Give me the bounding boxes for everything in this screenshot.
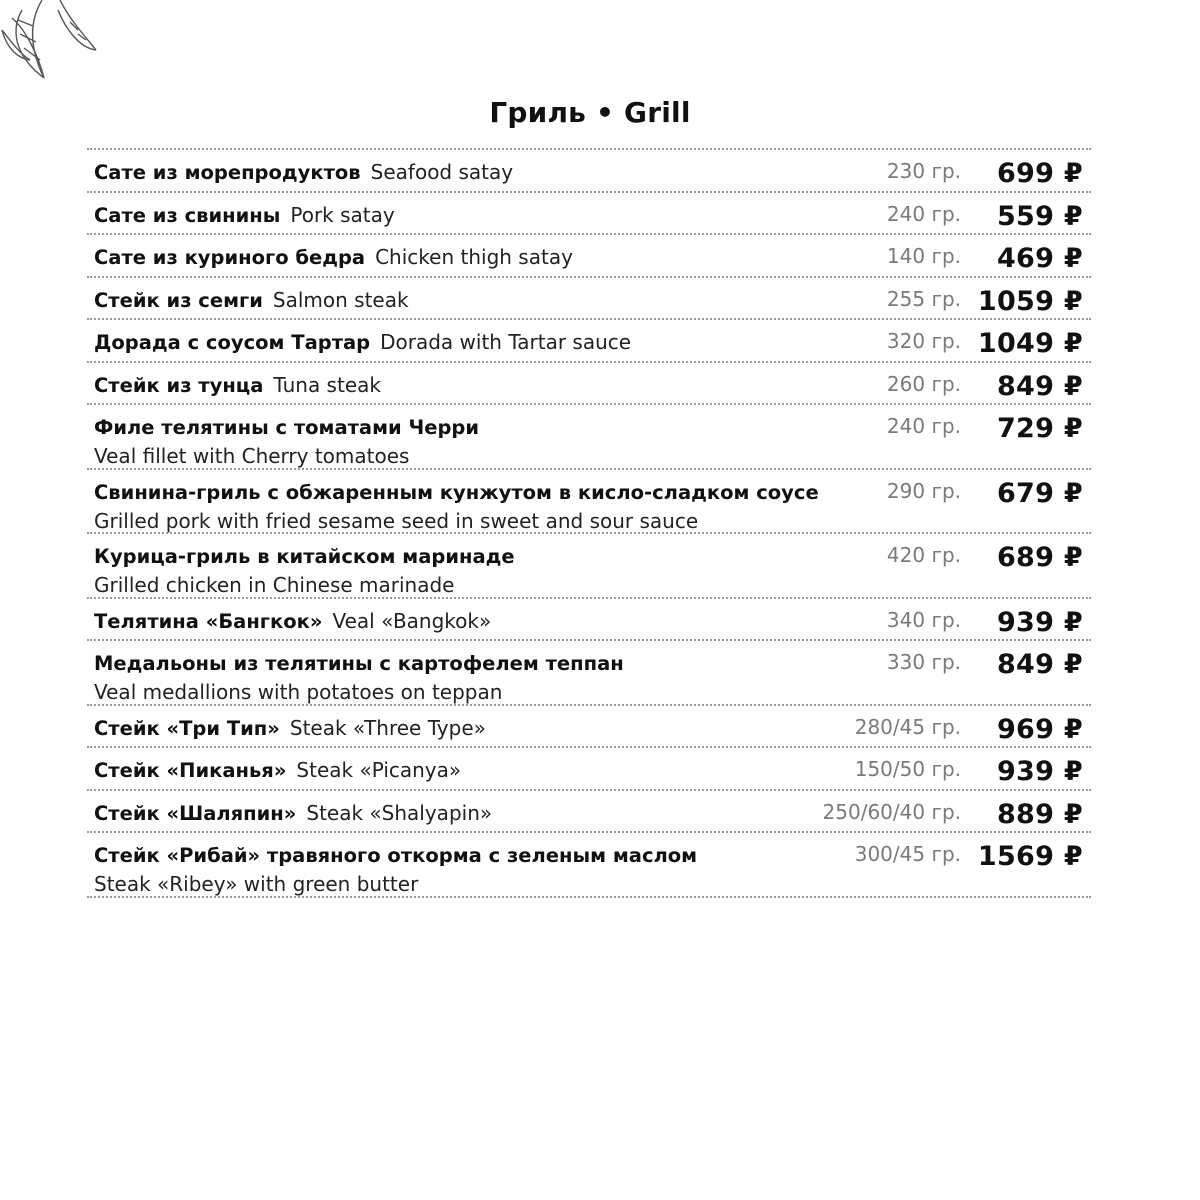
leaf-decoration-icon [0, 0, 110, 90]
dish-name [94, 413, 489, 471]
dish-name-en: Veal «Bangkok» [332, 608, 492, 633]
dish-price: 939 ₽ [996, 756, 1083, 787]
dish-name [94, 607, 491, 636]
dish-name-ru: Филе телятины с томатами Черри [94, 416, 480, 439]
dish-price: 969 ₽ [996, 713, 1083, 745]
dish-weight: 280/45 гр. [854, 714, 961, 739]
dish-name [94, 756, 461, 785]
dish-name-en: Steak «Picanya» [296, 758, 462, 782]
dish-price: 849 ₽ [996, 370, 1083, 402]
dish-name [94, 841, 707, 899]
dish-price: 679 ₽ [996, 477, 1083, 509]
dish-name [94, 714, 486, 743]
dish-weight: 255 гр. [886, 286, 961, 311]
dish-name-ru: Стейк из тунца [94, 373, 264, 397]
dish-name-ru: Курица-гриль в китайском маринаде [94, 545, 515, 568]
dish-price: 699 ₽ [996, 158, 1083, 189]
dish-price: 1049 ₽ [977, 328, 1083, 359]
dish-weight: 250/60/40 гр. [822, 799, 961, 824]
dish-name-en: Steak «Three Type» [289, 715, 486, 740]
dish-name-en: Grilled pork with fried sesame seed in sweet and sour sauce [94, 508, 699, 533]
menu-item [87, 748, 1091, 791]
dish-name [94, 371, 381, 400]
menu-item [87, 641, 1091, 706]
dish-name [94, 328, 631, 357]
dish-name-ru: Стейк «Рибай» травяного откорма с зеленым маслом [94, 844, 698, 867]
dish-name-en: Steak «Ribey» with green butter [94, 872, 419, 896]
dish-name [94, 286, 409, 315]
dish-name-ru: Сате из морепродуктов [94, 161, 361, 184]
dish-name-ru: Стейк «Три Тип» [94, 716, 280, 740]
dish-weight: 230 гр. [886, 159, 961, 183]
dish-name-en: Veal medallions with potatoes on teppan [94, 680, 503, 704]
dish-name [94, 649, 634, 707]
dish-weight: 340 гр. [886, 607, 961, 632]
menu-item [87, 791, 1091, 834]
menu-item [87, 405, 1091, 470]
dish-weight: 330 гр. [886, 650, 961, 674]
dish-name [94, 243, 573, 272]
dish-name-ru: Стейк «Пиканья» [94, 759, 287, 782]
dish-weight: 320 гр. [886, 329, 961, 353]
menu-item [87, 534, 1091, 599]
section-title: Гриль • Grill [489, 96, 691, 129]
menu-item [87, 833, 1091, 898]
dish-name-ru: Сате из свинины [94, 203, 281, 227]
menu-item [87, 320, 1091, 363]
dish-price: 559 ₽ [996, 200, 1083, 232]
dish-name-en: Steak «Shalyapin» [306, 800, 493, 825]
menu-list [87, 148, 1091, 898]
dish-price: 1569 ₽ [977, 841, 1083, 872]
dish-price: 1059 ₽ [977, 285, 1083, 317]
dish-name-ru: Стейк «Шаляпин» [94, 801, 297, 825]
menu-item [87, 235, 1091, 278]
dish-name [94, 158, 513, 187]
dish-weight: 260 гр. [886, 371, 961, 396]
dish-price: 469 ₽ [996, 243, 1083, 274]
dish-price: 729 ₽ [996, 413, 1083, 444]
dish-name-ru: Сате из куриного бедра [94, 246, 366, 269]
menu-item [87, 599, 1091, 642]
dish-name-ru: Свинина-гриль с обжаренным кунжутом в кисло-сладком соусе [94, 480, 819, 504]
dish-price: 889 ₽ [996, 798, 1083, 830]
dish-name-en: Veal fillet with Cherry tomatoes [94, 444, 410, 468]
dish-name-en: Dorada with Tartar sauce [380, 330, 632, 354]
menu-item [87, 470, 1091, 535]
dish-name [94, 542, 525, 600]
dish-name-ru: Телятина «Бангкок» [94, 609, 323, 633]
dish-name-ru: Медальоны из телятины с картофелем теппан [94, 652, 624, 675]
dish-name-en: Grilled chicken in Chinese marinade [94, 573, 455, 597]
menu-item [87, 363, 1091, 406]
dish-weight: 140 гр. [886, 244, 961, 268]
menu-item [87, 193, 1091, 236]
dish-name-en: Tuna steak [273, 372, 381, 397]
dish-name [94, 799, 492, 828]
dish-weight: 420 гр. [886, 543, 961, 567]
dish-weight: 300/45 гр. [854, 842, 961, 866]
dish-name-en: Chicken thigh satay [375, 245, 573, 269]
dish-name [94, 201, 395, 230]
dish-weight: 150/50 гр. [854, 757, 961, 781]
dish-name-en: Pork satay [290, 202, 395, 227]
dish-weight: 240 гр. [886, 201, 961, 226]
dish-name-en: Seafood satay [370, 160, 514, 184]
dish-price: 849 ₽ [996, 649, 1083, 680]
menu-item [87, 278, 1091, 321]
dish-name-en: Salmon steak [272, 287, 409, 312]
dish-weight: 290 гр. [886, 478, 961, 503]
dish-price: 939 ₽ [996, 606, 1083, 638]
dish-name [94, 478, 829, 536]
dish-name-ru: Дорада с соусом Тартар [94, 331, 371, 354]
menu-item [87, 150, 1091, 193]
menu-item [87, 706, 1091, 749]
dish-price: 689 ₽ [996, 542, 1083, 573]
dish-name-ru: Стейк из семги [94, 288, 263, 312]
dish-weight: 240 гр. [886, 414, 961, 438]
